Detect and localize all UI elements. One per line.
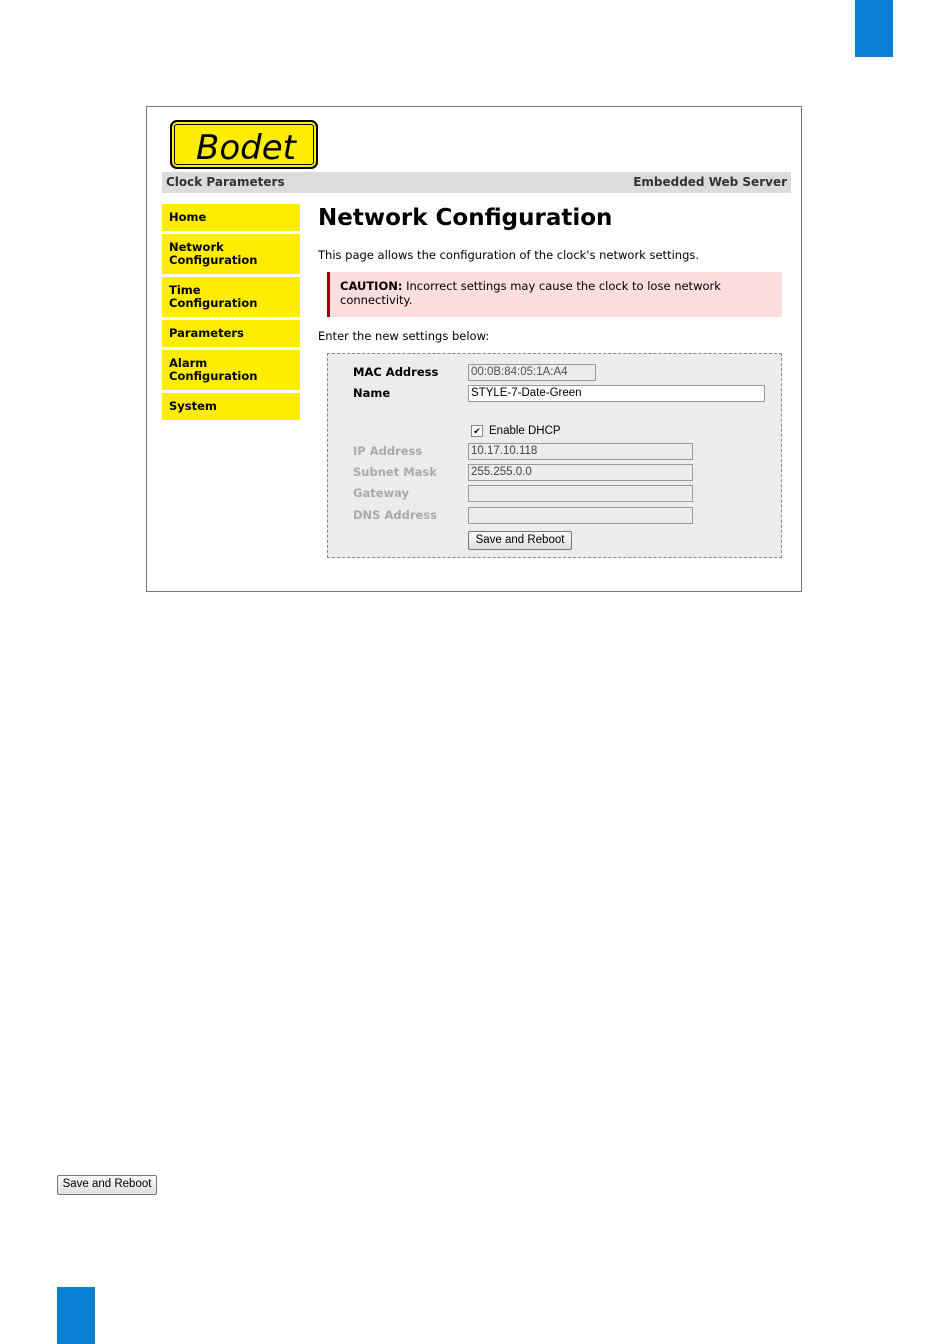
nav-item-parameters[interactable] — [162, 320, 300, 347]
mac-address-field[interactable]: 00:0B:84:05:1A:A4 — [468, 364, 596, 381]
caution-text-line2: connectivity. — [340, 293, 413, 307]
save-and-reboot-button-illustration[interactable]: Save and Reboot — [57, 1175, 157, 1195]
dns-address-label: DNS Address — [353, 508, 437, 522]
gateway-field[interactable] — [468, 485, 693, 502]
name-field[interactable]: STYLE-7-Date-Green — [468, 385, 765, 402]
caution-text-line1: Incorrect settings may cause the clock to lose network — [402, 279, 721, 293]
nav-item-system[interactable] — [162, 393, 300, 420]
gateway-label: Gateway — [353, 486, 410, 500]
dns-address-field[interactable] — [468, 507, 693, 524]
ip-address-field[interactable]: 10.17.10.118 — [468, 443, 693, 460]
header-left-title: Clock Parameters — [166, 175, 285, 189]
page-tab-marker-top — [855, 0, 893, 57]
nav-item-network-configuration[interactable] — [162, 234, 300, 274]
nav-item-alarm-configuration[interactable] — [162, 350, 300, 390]
name-label: Name — [353, 386, 391, 400]
page-title: Network Configuration — [318, 205, 613, 231]
header-right-title: Embedded Web Server — [633, 175, 787, 189]
bodet-logo-wordmark — [172, 122, 320, 171]
subnet-mask-label: Subnet Mask — [353, 465, 437, 479]
nav-item-label-line1: Alarm — [169, 356, 208, 370]
caution-box — [327, 272, 782, 317]
nav-item-label: System — [169, 399, 217, 413]
ip-address-label: IP Address — [353, 444, 423, 458]
header-bar — [162, 172, 791, 193]
enable-dhcp-option[interactable] — [471, 425, 561, 437]
save-and-reboot-button[interactable]: Save and Reboot — [468, 531, 572, 550]
nav-item-label-line2: Configuration — [169, 253, 258, 267]
nav-item-time-configuration[interactable] — [162, 277, 300, 317]
nav-item-label: Parameters — [169, 326, 244, 340]
network-settings-form — [327, 353, 782, 558]
nav-item-label: Home — [169, 210, 207, 224]
mac-address-label: MAC Address — [353, 365, 439, 379]
nav-item-label-line1: Network — [169, 240, 224, 254]
enable-dhcp-label: Enable DHCP — [489, 425, 561, 438]
logo-text: Bodet — [196, 128, 296, 168]
caution-label: CAUTION: — [340, 279, 403, 293]
intro-text: This page allows the configuration of the clock's network settings. — [318, 248, 700, 262]
enable-dhcp-checkbox[interactable]: ✔ — [471, 425, 483, 437]
nav-item-label-line2: Configuration — [169, 296, 258, 310]
nav-item-label-line1: Time — [169, 283, 201, 297]
enter-settings-text: Enter the new settings below: — [318, 329, 490, 343]
nav-item-label-line2: Configuration — [169, 369, 258, 383]
page-tab-marker-bottom — [57, 1287, 95, 1344]
bodet-logo — [170, 120, 318, 169]
subnet-mask-field[interactable]: 255.255.0.0 — [468, 464, 693, 481]
sidebar-nav — [162, 204, 300, 423]
web-server-screenshot — [146, 106, 802, 592]
nav-item-home[interactable] — [162, 204, 300, 231]
